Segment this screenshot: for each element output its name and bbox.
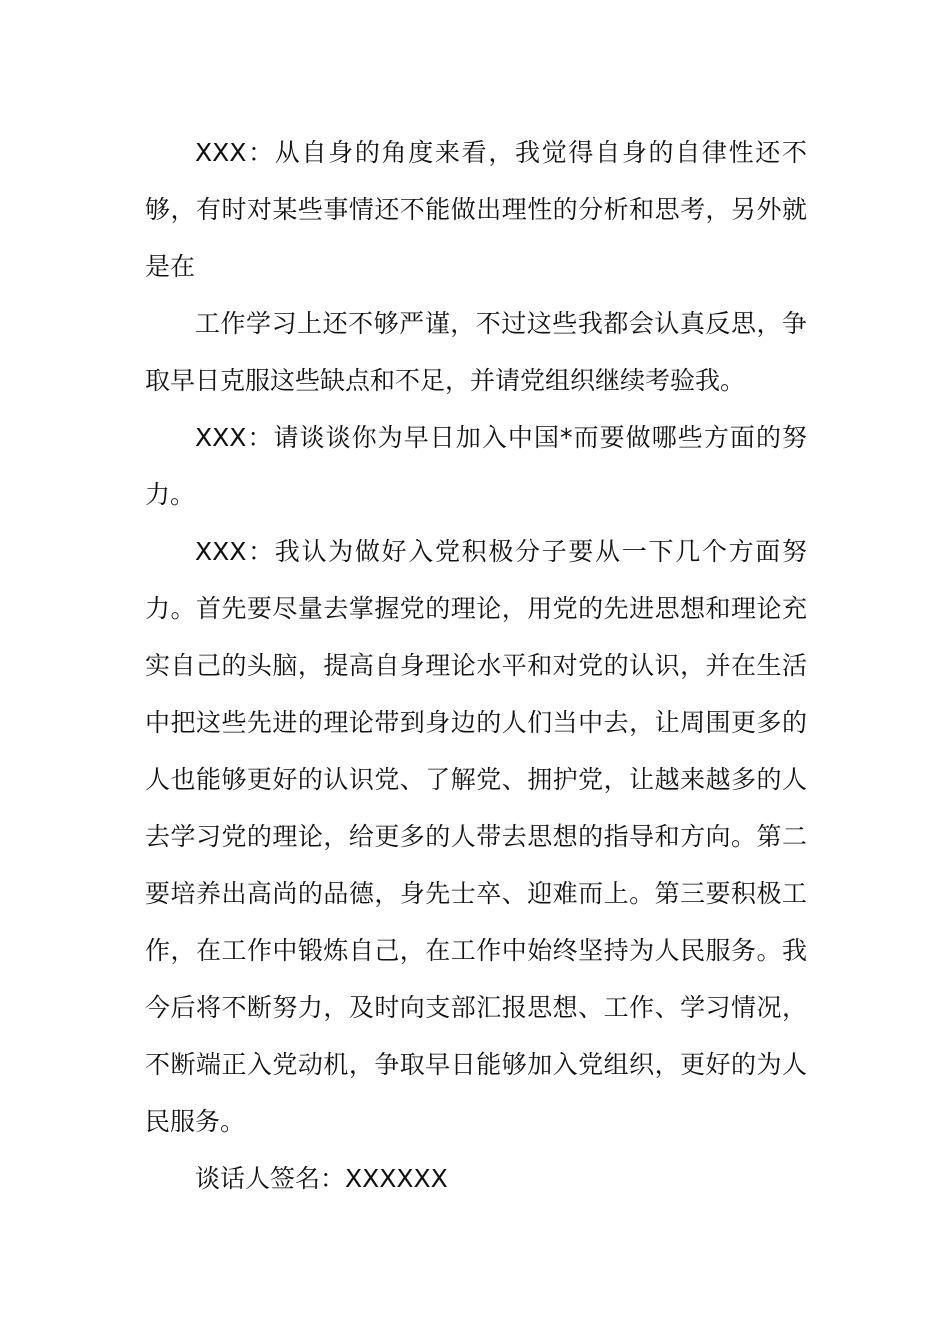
signature-line: 谈话人签名：XXXXXX <box>195 1164 448 1193</box>
paragraph-self-assessment: XXX：从自身的角度来看，我觉得自身的自律性还不够，有时对某些事情还不能做出理性的分析和思考，另外就是在 <box>145 138 807 281</box>
paragraph-self-assessment-continued: 工作学习上还不够严谨，不过这些我都会认真反思，争取早日克服这些缺点和不足，并请党组织继续考验我。 <box>145 309 807 395</box>
document-body <box>145 124 807 1207</box>
paragraph-question: XXX：请谈谈你为早日加入中国*而要做哪些方面的努力。 <box>145 423 807 509</box>
paragraph-answer: XXX：我认为做好入党积极分子要从一下几个方面努力。首先要尽量去掌握党的理论，用党的先进思想和理论充实自己的头脑，提高自身理论水平和对党的认识，并在生活中把这些先进的理论带到身边的人们当中去，让周围更多的人也能够更好的认识党、了解党、拥护党，让越来越多的人去学习党的理论，给更多的人带去思想的指导和方向。第二要培养出高尚的品德，身先士卒、迎难而上。第三要积极工作，在工作中锻炼自己，在工作中始终坚持为人民服务。我今后将不断努力，及时向支部汇报思想、工作、学习情况，不断端正入党动机，争取早日能够加入党组织，更好的为人民服务。 <box>145 537 807 1136</box>
